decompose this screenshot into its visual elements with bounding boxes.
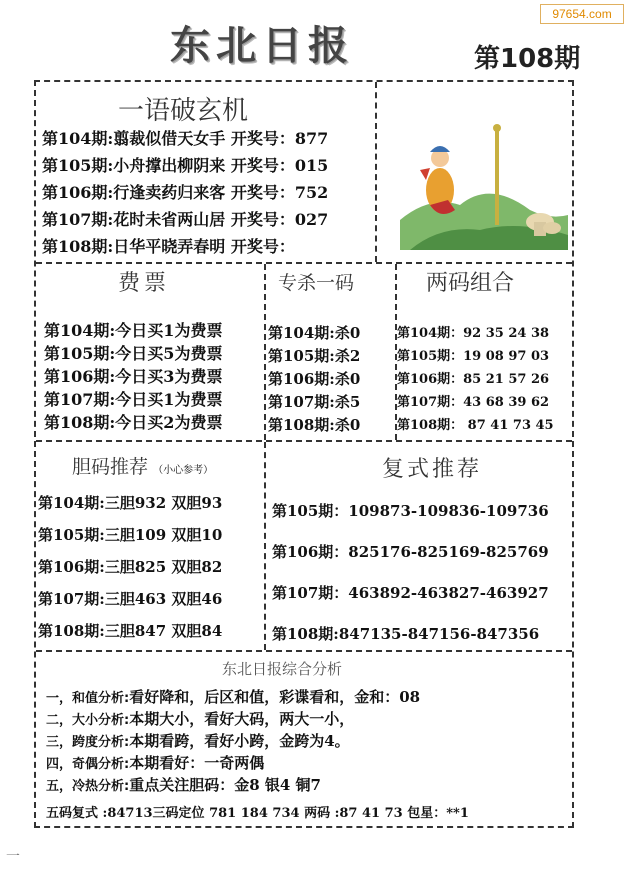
analysis-list — [46, 686, 420, 796]
dan-title: 胆码推荐 — [72, 456, 149, 478]
analysis-label: 二，大小分析: — [46, 713, 130, 728]
analysis-text: 本期大小，看好大码，两大一小， — [129, 710, 355, 728]
divider-fee-kill — [264, 264, 266, 440]
illustration-scholar-picture — [400, 110, 568, 250]
analysis-text: 重点关注胆码：金8 银4 铜7 — [129, 776, 321, 794]
kill-list — [268, 322, 360, 437]
dan-row: 第107期:三胆463 双胆46 — [38, 590, 223, 608]
analysis-text: 看好降和，后区和值，彩谍看和，金和：08 — [129, 688, 421, 706]
fee-row: 第104期:今日买1为费票 — [44, 321, 223, 340]
pair-list — [397, 322, 554, 437]
dan-list — [38, 492, 222, 652]
dan-note: （小心参考） — [153, 465, 214, 476]
pair-row: 第108期： 87 41 73 45 — [397, 418, 554, 433]
kill-row: 第107期:杀5 — [268, 393, 361, 411]
riddle-row: 第105期:小舟撑出柳阴来 开奖号：015 — [42, 156, 329, 175]
masthead-title: 东北日报 — [170, 23, 354, 69]
riddle-row: 第104期:翦裁似借天女手 开奖号：877 — [42, 129, 329, 148]
analysis-row — [46, 708, 420, 730]
pair-row: 第106期：85 21 57 26 — [397, 372, 550, 387]
fee-row: 第105期:今日买5为费票 — [44, 344, 223, 363]
dan-header — [72, 452, 213, 479]
multi-row: 第108期:847135-847156-847356 — [272, 625, 540, 643]
analysis-row — [46, 730, 420, 752]
dan-row: 第105期:三胆109 双胆10 — [38, 526, 223, 544]
kill-row: 第104期:杀0 — [268, 324, 361, 342]
riddle-row: 第108期:日华平晓弄春明 开奖号： — [42, 237, 295, 256]
analysis-label: 一，和值分析: — [46, 691, 130, 706]
analysis-title: 东北日报综合分析 — [222, 660, 343, 678]
divider-riddle-vertical — [375, 82, 377, 262]
riddle-row: 第107期:花时未省两山居 开奖号：027 — [42, 210, 329, 229]
analysis-text: 本期看跨，看好小跨，金跨为4。 — [129, 732, 350, 750]
multi-row: 第106期：825176-825169-825769 — [272, 543, 549, 561]
multi-row: 第107期：463892-463827-463927 — [272, 584, 549, 602]
riddle-row: 第106期:行逢卖药归来客 开奖号：752 — [42, 183, 329, 202]
riddle-title: 一语破玄机 — [118, 96, 249, 126]
divider-dan-multi — [264, 442, 266, 650]
riddle-list — [42, 126, 328, 261]
analysis-label: 四，奇偶分析: — [46, 757, 130, 772]
analysis-row — [46, 686, 420, 708]
dan-row: 第106期:三胆825 双胆82 — [38, 558, 223, 576]
multi-title: 复式推荐 — [382, 457, 483, 482]
pair-row: 第104期：92 35 24 38 — [397, 326, 550, 341]
fee-list — [44, 318, 222, 433]
analysis-row — [46, 774, 420, 796]
site-watermark: 97654.com — [540, 4, 624, 24]
pair-row: 第107期：43 68 39 62 — [397, 395, 550, 410]
kill-row: 第106期:杀0 — [268, 370, 361, 388]
analysis-footer: 五码复式 :84713三码定位 781 184 734 两码 :87 41 73 包星：**1 — [46, 806, 469, 821]
analysis-label: 五，冷热分析: — [46, 779, 130, 794]
analysis-text: 本期看好：一奇两偶 — [129, 754, 265, 772]
fee-row: 第107期:今日买1为费票 — [44, 390, 223, 409]
divider-fee — [36, 440, 572, 442]
analysis-row — [46, 752, 420, 774]
dan-row: 第104期:三胆932 双胆93 — [38, 494, 223, 512]
multi-row: 第105期：109873-109836-109736 — [272, 502, 549, 520]
divider-riddle — [36, 262, 572, 264]
dan-row: 第108期:三胆847 双胆84 — [38, 622, 223, 640]
kill-row: 第105期:杀2 — [268, 347, 361, 365]
fee-row: 第106期:今日买3为费票 — [44, 367, 223, 386]
pair-row: 第105期：19 08 97 03 — [397, 349, 550, 364]
multi-list — [272, 500, 549, 664]
corner-mark: 一 — [6, 849, 20, 865]
kill-row: 第108期:杀0 — [268, 416, 361, 434]
fee-row: 第108期:今日买2为费票 — [44, 413, 223, 432]
issue-number: 第108期 — [474, 44, 581, 74]
pair-title: 两码组合 — [426, 271, 515, 296]
fee-title: 费票 — [118, 271, 171, 296]
analysis-label: 三，跨度分析: — [46, 735, 130, 750]
kill-title: 专杀一码 — [278, 272, 355, 294]
